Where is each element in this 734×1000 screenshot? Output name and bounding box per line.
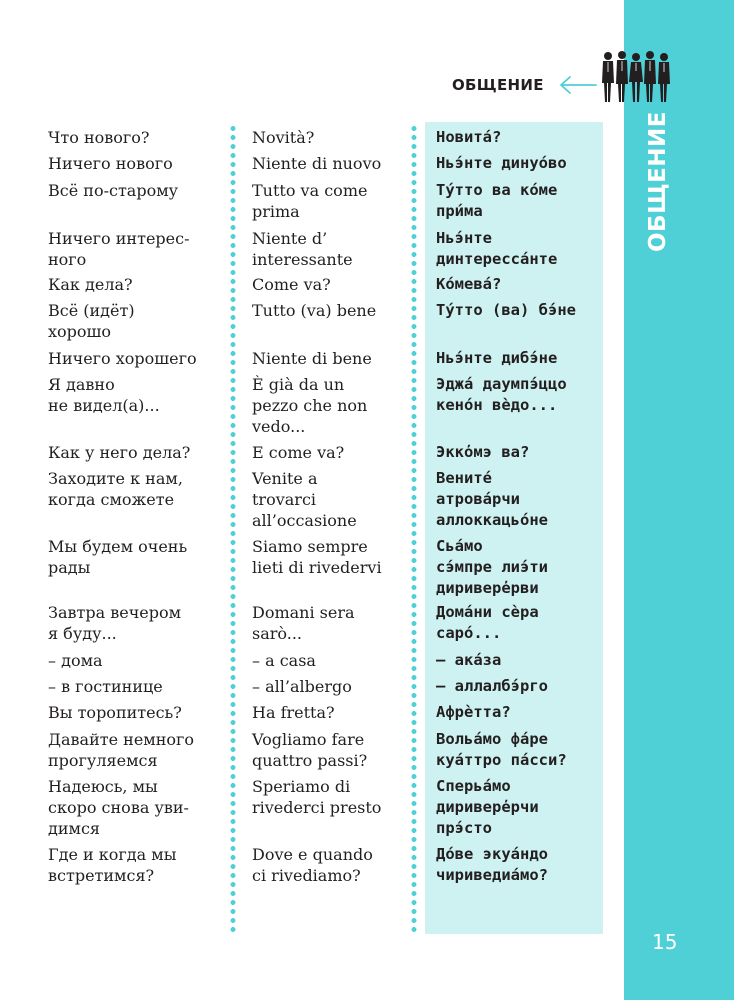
italian-phrase-line: Tutto va come xyxy=(252,181,368,200)
transcription xyxy=(436,776,604,839)
transcription xyxy=(436,602,604,644)
russian-phrase-line: Ничего хорошего xyxy=(48,349,197,368)
italian-phrase xyxy=(252,180,406,222)
russian-phrase-line: скоро снова уви- xyxy=(48,798,189,817)
russian-phrase-line: Всё по-старому xyxy=(48,181,179,200)
russian-phrase-line: димся xyxy=(48,819,101,838)
italian-phrase xyxy=(252,702,406,723)
russian-phrase xyxy=(48,153,226,174)
italian-phrase-line: Siamo sempre xyxy=(252,537,368,556)
transcription xyxy=(436,300,604,321)
russian-phrase xyxy=(48,127,226,148)
russian-phrase-line: Давайте немного xyxy=(48,730,195,749)
russian-phrase xyxy=(48,374,226,416)
transcription xyxy=(436,153,604,174)
transcription-line: куа́ттро па́сси? xyxy=(436,751,567,769)
transcription-line: Ту́тто (ва) бэ́не xyxy=(436,301,576,319)
transcription-line: Ньэ́нте динуо́во xyxy=(436,154,567,172)
italian-phrase-line: È già da un xyxy=(252,375,345,394)
transcription-line: прэ́сто xyxy=(436,819,492,837)
transcription-line: аллоккацьо́не xyxy=(436,511,548,529)
russian-phrase-line: Как у него дела? xyxy=(48,443,191,462)
italian-phrase-line: Novità? xyxy=(252,128,315,147)
russian-phrase-line: Завтра вечером xyxy=(48,603,182,622)
italian-phrase-line: – all’albergo xyxy=(252,677,352,696)
russian-phrase-line: Вы торопитесь? xyxy=(48,703,182,722)
transcription xyxy=(436,468,604,531)
russian-phrase xyxy=(48,536,226,578)
transcription-line: при́ма xyxy=(436,202,483,220)
italian-phrase xyxy=(252,442,406,463)
italian-phrase-line: Niente di bene xyxy=(252,349,372,368)
italian-phrase xyxy=(252,729,406,771)
russian-phrase-line: встретимся? xyxy=(48,866,155,885)
italian-phrase-line: Ha fretta? xyxy=(252,703,335,722)
italian-phrase-line: Dove e quando xyxy=(252,845,373,864)
russian-phrase xyxy=(48,468,226,510)
arrow-left-icon xyxy=(556,74,598,96)
russian-phrase-line: я буду... xyxy=(48,624,117,643)
russian-phrase-line: Всё (идёт) xyxy=(48,301,135,320)
transcription xyxy=(436,844,604,886)
italian-phrase-line: Domani sera xyxy=(252,603,355,622)
russian-phrase-line: Где и когда мы xyxy=(48,845,177,864)
russian-phrase-line: когда сможете xyxy=(48,490,175,509)
russian-phrase xyxy=(48,442,226,463)
russian-phrase xyxy=(48,228,226,270)
transcription-line: – аллалбэ́рго xyxy=(436,677,548,695)
russian-phrase-line: не видел(а)... xyxy=(48,396,160,415)
italian-phrase-line: Vogliamo fare xyxy=(252,730,365,749)
russian-phrase xyxy=(48,180,226,201)
italian-phrase-line: pezzo che non xyxy=(252,396,368,415)
russian-phrase xyxy=(48,274,226,295)
russian-phrase xyxy=(48,348,226,369)
transcription xyxy=(436,729,604,771)
italian-phrase xyxy=(252,374,406,437)
italian-phrase-line: rivederci presto xyxy=(252,798,382,817)
transcription-line: Эджа́ даумпэ́ццо xyxy=(436,375,567,393)
italian-phrase-line: Niente di nuovo xyxy=(252,154,382,173)
transcription xyxy=(436,228,604,270)
italian-phrase xyxy=(252,127,406,148)
russian-phrase-line: Заходите к нам, xyxy=(48,469,183,488)
russian-phrase xyxy=(48,300,226,342)
italian-phrase-line: – a casa xyxy=(252,651,316,670)
side-tab-title: ОБЩЕНИЕ xyxy=(645,111,671,252)
russian-phrase xyxy=(48,776,226,839)
italian-phrase-line: quattro passi? xyxy=(252,751,368,770)
italian-phrase-line: Speriamo di xyxy=(252,777,351,796)
section-header-label: ОБЩЕНИЕ xyxy=(452,76,544,94)
italian-phrase-line: prima xyxy=(252,202,300,221)
people-group-icon xyxy=(598,50,674,104)
russian-phrase-line: Ничего нового xyxy=(48,154,173,173)
russian-phrase-line: рады xyxy=(48,558,91,577)
transcription-line: саро́... xyxy=(436,624,502,642)
italian-phrase-line: Tutto (va) bene xyxy=(252,301,377,320)
italian-phrase xyxy=(252,536,406,578)
italian-phrase xyxy=(252,468,406,531)
transcription-line: Сьа́мо xyxy=(436,537,483,555)
transcription xyxy=(436,650,604,671)
side-tab xyxy=(624,0,734,1000)
page-number: 15 xyxy=(652,930,678,954)
column-divider-dots xyxy=(230,124,236,934)
italian-phrase xyxy=(252,676,406,697)
italian-phrase-line: sarò... xyxy=(252,624,303,643)
italian-phrase xyxy=(252,602,406,644)
italian-phrase xyxy=(252,348,406,369)
russian-phrase-line: Мы будем очень xyxy=(48,537,188,556)
italian-phrase-line: E come va? xyxy=(252,443,345,462)
italian-phrase-line: all’occasione xyxy=(252,511,357,530)
transcription-line: Эккo̕мэ ва? xyxy=(436,443,530,461)
italian-phrase xyxy=(252,228,406,270)
italian-phrase xyxy=(252,650,406,671)
italian-phrase-line: interessante xyxy=(252,250,353,269)
transcription-line: Дома́ни сѐра xyxy=(436,603,539,621)
italian-phrase xyxy=(252,844,406,886)
transcription-line: Новита́? xyxy=(436,128,502,146)
transcription-line: Вените́ xyxy=(436,469,492,487)
column-divider-dots xyxy=(411,124,417,934)
russian-phrase-line: Я давно xyxy=(48,375,115,394)
russian-phrase-line: Надеюсь, мы xyxy=(48,777,158,796)
italian-phrase-line: ci rivediamo? xyxy=(252,866,361,885)
russian-phrase-line: хорошо xyxy=(48,322,112,341)
italian-phrase xyxy=(252,300,406,321)
italian-phrase xyxy=(252,153,406,174)
transcription xyxy=(436,127,604,148)
russian-phrase xyxy=(48,650,226,671)
russian-phrase-line: ного xyxy=(48,250,87,269)
italian-phrase-line: Niente d’ xyxy=(252,229,328,248)
transcription xyxy=(436,442,604,463)
russian-phrase xyxy=(48,844,226,886)
transcription-line: диривеpe̕рви xyxy=(436,579,539,597)
italian-phrase-line: lieti di rivedervi xyxy=(252,558,382,577)
russian-phrase xyxy=(48,676,226,697)
transcription-line: – ака́за xyxy=(436,651,502,669)
russian-phrase xyxy=(48,702,226,723)
transcription-line: чиpиведиа́мо? xyxy=(436,866,548,884)
transcription-line: Ко́мева́? xyxy=(436,275,502,293)
russian-phrase-line: прогуляемся xyxy=(48,751,158,770)
transcription-line: Ньэ́нте дибэ́не xyxy=(436,349,558,367)
italian-phrase-line: vedo... xyxy=(252,417,306,436)
transcription xyxy=(436,348,604,369)
transcription-line: динтерессáнте xyxy=(436,250,558,268)
russian-phrase-line: Что нового? xyxy=(48,128,150,147)
russian-phrase xyxy=(48,602,226,644)
transcription xyxy=(436,536,604,599)
italian-phrase-line: trovarci xyxy=(252,490,317,509)
transcription-line: кено́н вѐдо... xyxy=(436,396,558,414)
italian-phrase-line: Venite a xyxy=(252,469,318,488)
transcription-line: До́ве экуа́ндо xyxy=(436,845,548,863)
transcription-line: сэ́мпре лиэ́ти xyxy=(436,558,548,576)
italian-phrase xyxy=(252,776,406,818)
transcription xyxy=(436,274,604,295)
transcription-line: Сперьа́мо xyxy=(436,777,511,795)
transcription-line: Ту́тто ва ко́ме xyxy=(436,181,558,199)
italian-phrase-line: Come va? xyxy=(252,275,331,294)
transcription xyxy=(436,180,604,222)
russian-phrase xyxy=(48,729,226,771)
transcription xyxy=(436,702,604,723)
transcription-line: Ньэ́нте xyxy=(436,229,492,247)
italian-phrase xyxy=(252,274,406,295)
russian-phrase-line: Ничего интерес- xyxy=(48,229,190,248)
transcription xyxy=(436,676,604,697)
russian-phrase-line: – в гостинице xyxy=(48,677,163,696)
russian-phrase-line: Как дела? xyxy=(48,275,133,294)
transcription xyxy=(436,374,604,416)
russian-phrase-line: – дома xyxy=(48,651,103,670)
transcription-line: атрова́рчи xyxy=(436,490,520,508)
transcription-line: Афрѐтта? xyxy=(436,703,511,721)
transcription-line: Вольа́мо фа́ре xyxy=(436,730,548,748)
transcription-line: диривеpe̕рчи xyxy=(436,798,539,816)
